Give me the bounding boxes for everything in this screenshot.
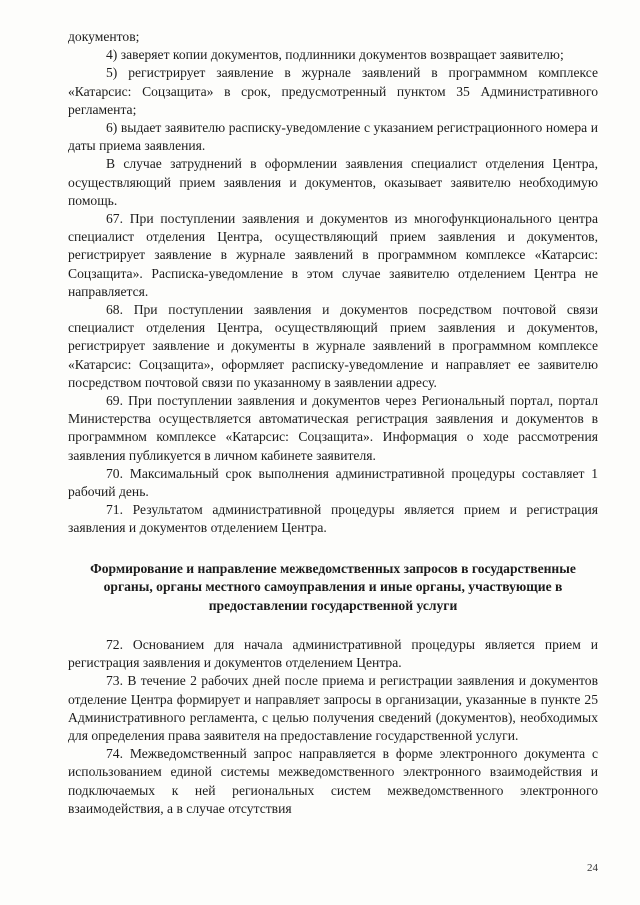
paragraph: В случае затруднений в оформлении заявления специалист отделения Центра, осуществляющий прием заявления и документов, оказывает заявителю необходимую помощь. [68,156,598,208]
paragraph: 4) заверяет копии документов, подлинники документов возвращает заявителю; [106,47,564,63]
section-heading: Формирование и направление межведомственных запросов в государственные органы, органы местного самоуправления и иные органы, участвующие в предоставлении государственной услуги [90,560,576,613]
paragraph: 6) выдает заявителю расписку-уведомление с указанием регистрационного номера и даты приема заявления. [68,120,598,154]
document-body [68,28,598,818]
paragraph: 72. Основанием для начала административной процедуры является прием и регистрация заявления и документов отделением Центра. [68,636,598,671]
paragraph: документов; [68,29,140,44]
page-number: 24 [587,862,598,874]
paragraph: 67. При поступлении заявления и документов из многофункционального центра специалист отделения Центра, осуществляющий прием заявления и документов, регистрирует заявление в журнале заявлений в программном комплексе «Катарсис: Соцзащита». Расписка-уведомление в этом случае заявителю отделением Центра не направляется. [68,211,598,299]
paragraph: 68. При поступлении заявления и документов посредством почтовой связи специалист отделения Центра, осуществляющий прием заявления и документов, регистрирует заявление и документы в журнале заявлений в программном комплексе «Катарсис: Соцзащита», оформляет расписку-уведомление и направляет ее заявителю посредством почтовой связи по указанному в заявлении адресу. [68,302,598,390]
paragraph: 70. Максимальный срок выполнения административной процедуры составляет 1 рабочий день. [68,465,598,500]
paragraph: 71. Результатом административной процедуры является прием и регистрация заявления и документов отделением Центра. [68,502,598,536]
paragraph: 69. При поступлении заявления и документов через Региональный портал, портал Министерства осуществляется автоматическая регистрация заявления и документов в программном комплексе «Катарсис: Соцзащита». Информация о ходе рассмотрения заявления публикуется в личном кабинете заявителя. [68,393,598,463]
paragraph: 5) регистрирует заявление в журнале заявлений в программном комплексе «Катарсис: Соцзащита» в срок, предусмотренный пунктом 35 Административного регламента; [68,65,598,117]
paragraph: 74. Межведомственный запрос направляется в форме электронного документа с использованием единой системы межведомственного электронного взаимодействия и подключаемых к ней региональных систем межведомственного электронного взаимодействия, а в случае отсутствия [68,746,598,816]
paragraphs-before-heading [68,28,598,538]
paragraph: 73. В течение 2 рабочих дней после приема и регистрации заявления и документов отделение Центра формирует и направляет запросы в организации, указанные в пункте 25 Административного регламента, с целью получения сведений (документов), необходимых для определения права заявителя на предоставление государственной услуги. [68,673,598,743]
paragraphs-after-heading [68,636,598,818]
